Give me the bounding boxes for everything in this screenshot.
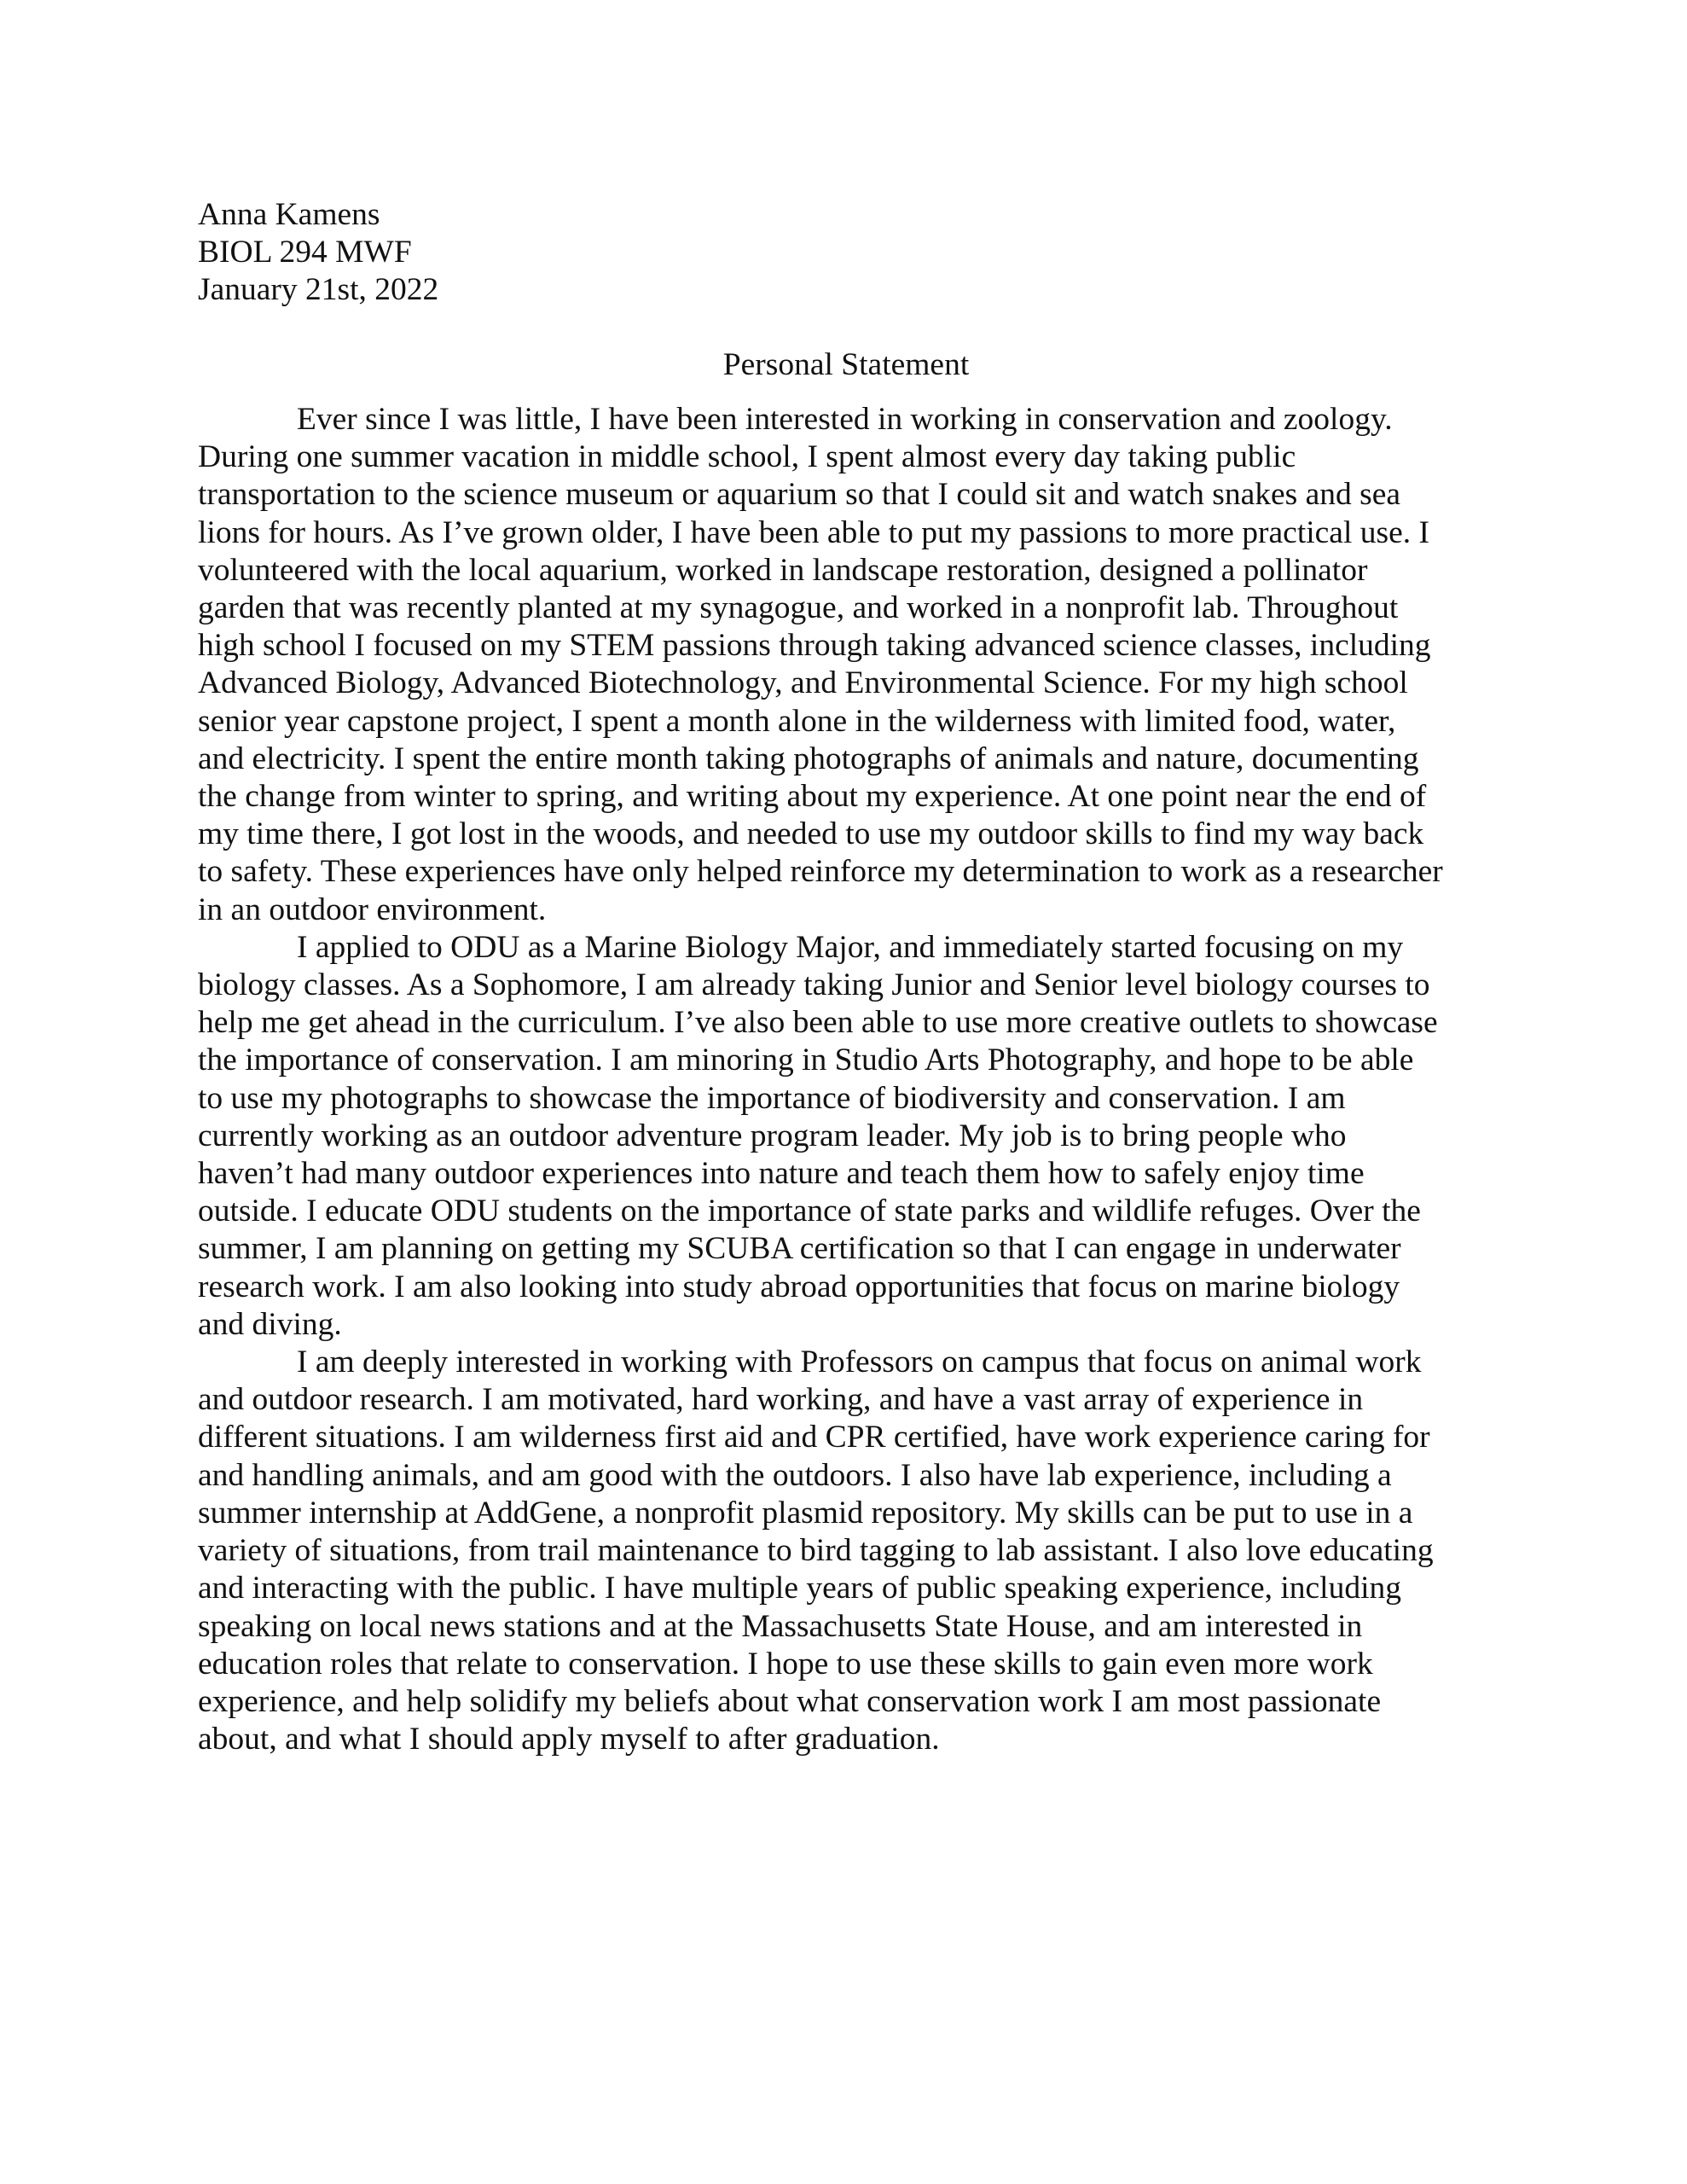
paragraph-line: and interacting with the public. I have multiple years of public speaking experience, including — [198, 1571, 1402, 1606]
paragraph-line: to safety. These experiences have only helped reinforce my determination to work as a researcher — [198, 854, 1443, 890]
paragraph-3 — [198, 1344, 1494, 1758]
paragraph-line: about, and what I should apply myself to after graduation. — [198, 1722, 940, 1757]
paragraph-line: and outdoor research. I am motivated, hard working, and have a vast array of experience in — [198, 1382, 1364, 1418]
body-text — [198, 401, 1494, 1758]
paragraph-line: speaking on local news stations and at the Massachusetts State House, and am interested in — [198, 1608, 1363, 1644]
paragraph-line: research work. I am also looking into study abroad opportunities that focus on marine biology — [198, 1269, 1400, 1304]
paragraph-line: garden that was recently planted at my synagogue, and worked in a nonprofit lab. Throughout — [198, 590, 1399, 626]
paragraph-line: summer internship at AddGene, a nonprofit plasmid repository. My skills can be put to use in a — [198, 1495, 1413, 1531]
paragraph-line: education roles that relate to conservation. I hope to use these skills to gain even more work — [198, 1646, 1373, 1682]
paragraph-line: high school I focused on my STEM passions through taking advanced science classes, including — [198, 628, 1431, 664]
paragraph-line: and diving. — [198, 1306, 342, 1342]
paragraph-line: my time there, I got lost in the woods, and needed to use my outdoor skills to find my way back — [198, 816, 1424, 852]
paragraph-line: Ever since I was little, I have been interested in working in conservation and zoology. — [297, 402, 1393, 437]
paragraph-line: lions for hours. As I’ve grown older, I have been able to put my passions to more practical use. I — [198, 514, 1429, 550]
paragraph-line: experience, and help solidify my beliefs about what conservation work I am most passionate — [198, 1683, 1382, 1719]
paragraph-line: variety of situations, from trail maintenance to bird tagging to lab assistant. I also love educating — [198, 1533, 1434, 1569]
document-page — [198, 196, 1494, 1758]
paragraph-line: in an outdoor environment. — [198, 892, 547, 927]
paragraph-line: During one summer vacation in middle school, I spent almost every day taking public — [198, 439, 1296, 475]
paragraph-line: senior year capstone project, I spent a month alone in the wilderness with limited food, water, — [198, 703, 1396, 739]
paragraph-line: and handling animals, and am good with the outdoors. I also have lab experience, including a — [198, 1457, 1392, 1493]
paragraph-line: summer, I am planning on getting my SCUBA certification so that I can engage in underwater — [198, 1231, 1401, 1267]
document-date: January 21st, 2022 — [198, 272, 439, 307]
paragraph-line: I am deeply interested in working with Professors on campus that focus on animal work — [297, 1345, 1422, 1380]
paragraph-line: outside. I educate ODU students on the importance of state parks and wildlife refuges. Over the — [198, 1194, 1421, 1229]
paragraph-line: I applied to ODU as a Marine Biology Major, and immediately started focusing on my — [297, 929, 1404, 965]
paragraph-line: to use my photographs to showcase the importance of biodiversity and conservation. I am — [198, 1080, 1346, 1116]
paragraph-line: volunteered with the local aquarium, worked in landscape restoration, designed a pollinator — [198, 552, 1368, 588]
paragraph-line: Advanced Biology, Advanced Biotechnology, and Environmental Science. For my high school — [198, 665, 1408, 701]
header-block — [198, 196, 1494, 309]
course-code: BIOL 294 MWF — [198, 235, 412, 270]
paragraph-line: currently working as an outdoor adventure program leader. My job is to bring people who — [198, 1118, 1347, 1153]
paragraph-2 — [198, 929, 1494, 1344]
paragraph-line: and electricity. I spent the entire month taking photographs of animals and nature, documenting — [198, 741, 1419, 776]
paragraph-line: biology classes. As a Sophomore, I am already taking Junior and Senior level biology courses to — [198, 967, 1430, 1003]
paragraph-line: transportation to the science museum or aquarium so that I could sit and watch snakes and sea — [198, 477, 1401, 513]
paragraph-line: haven’t had many outdoor experiences into nature and teach them how to safely enjoy time — [198, 1156, 1365, 1192]
document-title: Personal Statement — [722, 347, 970, 382]
paragraph-line: the change from winter to spring, and writing about my experience. At one point near the end of — [198, 779, 1427, 815]
paragraph-line: help me get ahead in the curriculum. I’ve also been able to use more creative outlets to showcase — [198, 1005, 1438, 1041]
author-name: Anna Kamens — [198, 197, 380, 232]
paragraph-1 — [198, 401, 1494, 929]
paragraph-line: the importance of conservation. I am minoring in Studio Arts Photography, and hope to be able — [198, 1043, 1414, 1078]
paragraph-line: different situations. I am wilderness first aid and CPR certified, have work experience caring for — [198, 1420, 1430, 1455]
